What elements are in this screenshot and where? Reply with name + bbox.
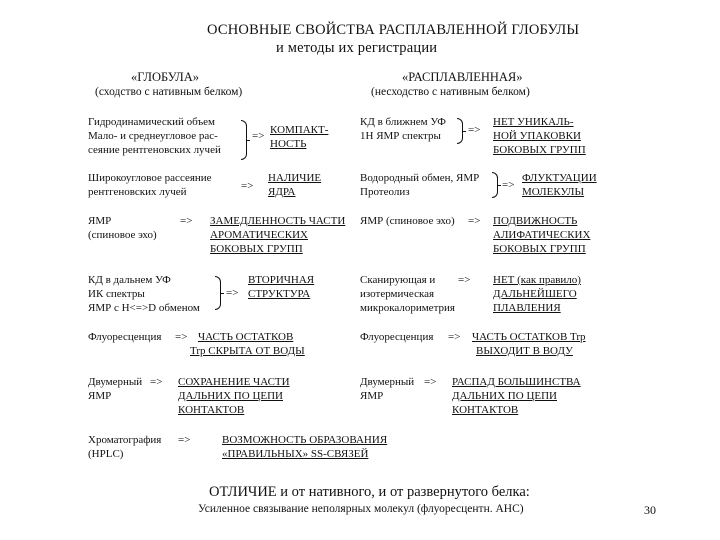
left-r4-property-2: СТРУКТУРА <box>248 288 311 300</box>
right-r2-property-2: МОЛЕКУЛЫ <box>522 186 585 198</box>
right-r3-arrow: => <box>468 215 481 227</box>
right-r1-arrow: => <box>468 124 481 136</box>
left-r1-method-1: Гидродинамический объем <box>88 116 215 128</box>
left-r3-arrow: => <box>180 215 193 227</box>
left-r2-arrow: => <box>241 180 254 192</box>
left-r6-property-2: ДАЛЬНИХ ПО ЦЕПИ <box>178 390 283 402</box>
left-r3-property-1: ЗАМЕДЛЕННОСТЬ ЧАСТИ <box>210 215 346 227</box>
left-r4-method-2: ИК спектры <box>88 288 145 300</box>
left-column-subheading: (сходство с нативным белком) <box>95 86 243 98</box>
right-r1-brace <box>457 118 463 144</box>
right-r4-property-2: ДАЛЬНЕЙШЕГО <box>493 288 577 300</box>
left-r7-property-1: ВОЗМОЖНОСТЬ ОБРАЗОВАНИЯ <box>222 434 388 446</box>
left-r6-method-2: ЯМР <box>88 390 112 402</box>
left-r5-arrow: => <box>175 331 188 343</box>
left-r1-brace <box>241 120 247 160</box>
footer-heading: ОТЛИЧИЕ и от нативного, и от развернутого белка: <box>209 484 530 500</box>
right-column-subheading: (несходство с нативным белком) <box>371 86 530 98</box>
left-r7-property-2: «ПРАВИЛЬНЫХ» SS-СВЯЗЕЙ <box>222 448 369 460</box>
right-column-heading: «РАСПЛАВЛЕННАЯ» <box>402 70 523 84</box>
page-title: ОСНОВНЫЕ СВОЙСТВА РАСПЛАВЛЕННОЙ ГЛОБУЛЫ <box>207 22 580 38</box>
right-r6-property-2: ДАЛЬНИХ ПО ЦЕПИ <box>452 390 557 402</box>
right-r4-method-2: изотермическая <box>360 288 435 300</box>
right-r3-property-2: АЛИФАТИЧЕСКИХ <box>493 229 591 241</box>
left-r2-method-1: Широкоугловое рассеяние <box>88 172 212 184</box>
left-r6-method-1: Двумерный <box>88 376 143 388</box>
right-r4-property-1: НЕТ (как правило) <box>493 274 581 286</box>
right-r6-property-3: КОНТАКТОВ <box>452 404 519 416</box>
left-r2-method-2: рентгеновских лучей <box>88 186 187 198</box>
left-r3-property-2: АРОМАТИЧЕСКИХ <box>210 229 308 241</box>
right-r5-property-1: ЧАСТЬ ОСТАТКОВ Trp <box>472 331 586 343</box>
right-r4-property-3: ПЛАВЛЕНИЯ <box>493 302 561 314</box>
right-r1-method-1: КД в ближнем УФ <box>360 116 446 128</box>
left-r3-property-3: БОКОВЫХ ГРУПП <box>210 243 303 255</box>
right-r2-method-2: Протеолиз <box>360 186 410 198</box>
right-r6-arrow: => <box>424 376 437 388</box>
left-r3-method-1: ЯМР <box>88 215 112 227</box>
page-subtitle: и методы их регистрации <box>276 40 438 56</box>
left-r1-property-2: НОСТЬ <box>270 138 307 150</box>
right-r2-property-1: ФЛУКТУАЦИИ <box>522 172 597 184</box>
right-r5-method-1: Флуоресценция <box>360 331 434 343</box>
right-r2-arrow: => <box>502 179 515 191</box>
left-r4-brace <box>215 276 221 310</box>
left-r1-property-1: КОМПАКТ- <box>270 124 329 136</box>
right-r2-brace <box>492 172 498 198</box>
footer-note: Усиленное связывание неполярных молекул (флуоресцентн. АНС) <box>198 503 524 515</box>
right-r6-property-1: РАСПАД БОЛЬШИНСТВА <box>452 376 581 388</box>
right-r1-property-2: НОЙ УПАКОВКИ <box>493 130 581 142</box>
left-r5-property-2: Trp СКРЫТА ОТ ВОДЫ <box>190 345 305 357</box>
right-r3-property-1: ПОДВИЖНОСТЬ <box>493 215 578 227</box>
right-r5-arrow: => <box>448 331 461 343</box>
right-r3-method-1: ЯМР (спиновое эхо) <box>360 215 455 227</box>
right-r5-property-2: ВЫХОДИТ В ВОДУ <box>476 345 573 357</box>
right-r6-method-2: ЯМР <box>360 390 384 402</box>
left-r1-method-2: Мало- и среднеугловое рас- <box>88 130 218 142</box>
left-r4-method-1: КД в дальнем УФ <box>88 274 171 286</box>
left-r4-property-1: ВТОРИЧНАЯ <box>248 274 315 286</box>
left-r7-arrow: => <box>178 434 191 446</box>
left-r6-arrow: => <box>150 376 163 388</box>
left-column-heading: «ГЛОБУЛА» <box>131 70 199 84</box>
right-r4-arrow: => <box>458 274 471 286</box>
right-r4-method-1: Сканирующая и <box>360 274 436 286</box>
left-r4-arrow: => <box>226 287 239 299</box>
right-r6-method-1: Двумерный <box>360 376 415 388</box>
left-r4-method-3: ЯМР с H<=>D обменом <box>88 302 200 314</box>
left-r5-property-1: ЧАСТЬ ОСТАТКОВ <box>198 331 294 343</box>
left-r2-property-1: НАЛИЧИЕ <box>268 172 322 184</box>
left-r3-method-2: (спиновое эхо) <box>88 229 157 241</box>
left-r1-method-3: сеяние рентгеновских лучей <box>88 144 221 156</box>
right-r4-method-3: микрокалориметрия <box>360 302 455 314</box>
right-r1-property-3: БОКОВЫХ ГРУПП <box>493 144 586 156</box>
left-r1-arrow: => <box>252 130 265 142</box>
right-r1-method-2: 1Н ЯМР спектры <box>360 130 441 142</box>
left-r7-method-2: (HPLC) <box>88 448 124 460</box>
left-r5-method-1: Флуоресценция <box>88 331 162 343</box>
left-r6-property-3: КОНТАКТОВ <box>178 404 245 416</box>
right-r3-property-3: БОКОВЫХ ГРУПП <box>493 243 586 255</box>
left-r7-method-1: Хроматография <box>88 434 162 446</box>
page-number: 30 <box>644 503 656 517</box>
left-r2-property-2: ЯДРА <box>268 186 296 198</box>
left-r6-property-1: СОХРАНЕНИЕ ЧАСТИ <box>178 376 290 388</box>
right-r2-method-1: Водородный обмен, ЯМР <box>360 172 480 184</box>
right-r1-property-1: НЕТ УНИКАЛЬ- <box>493 116 574 128</box>
